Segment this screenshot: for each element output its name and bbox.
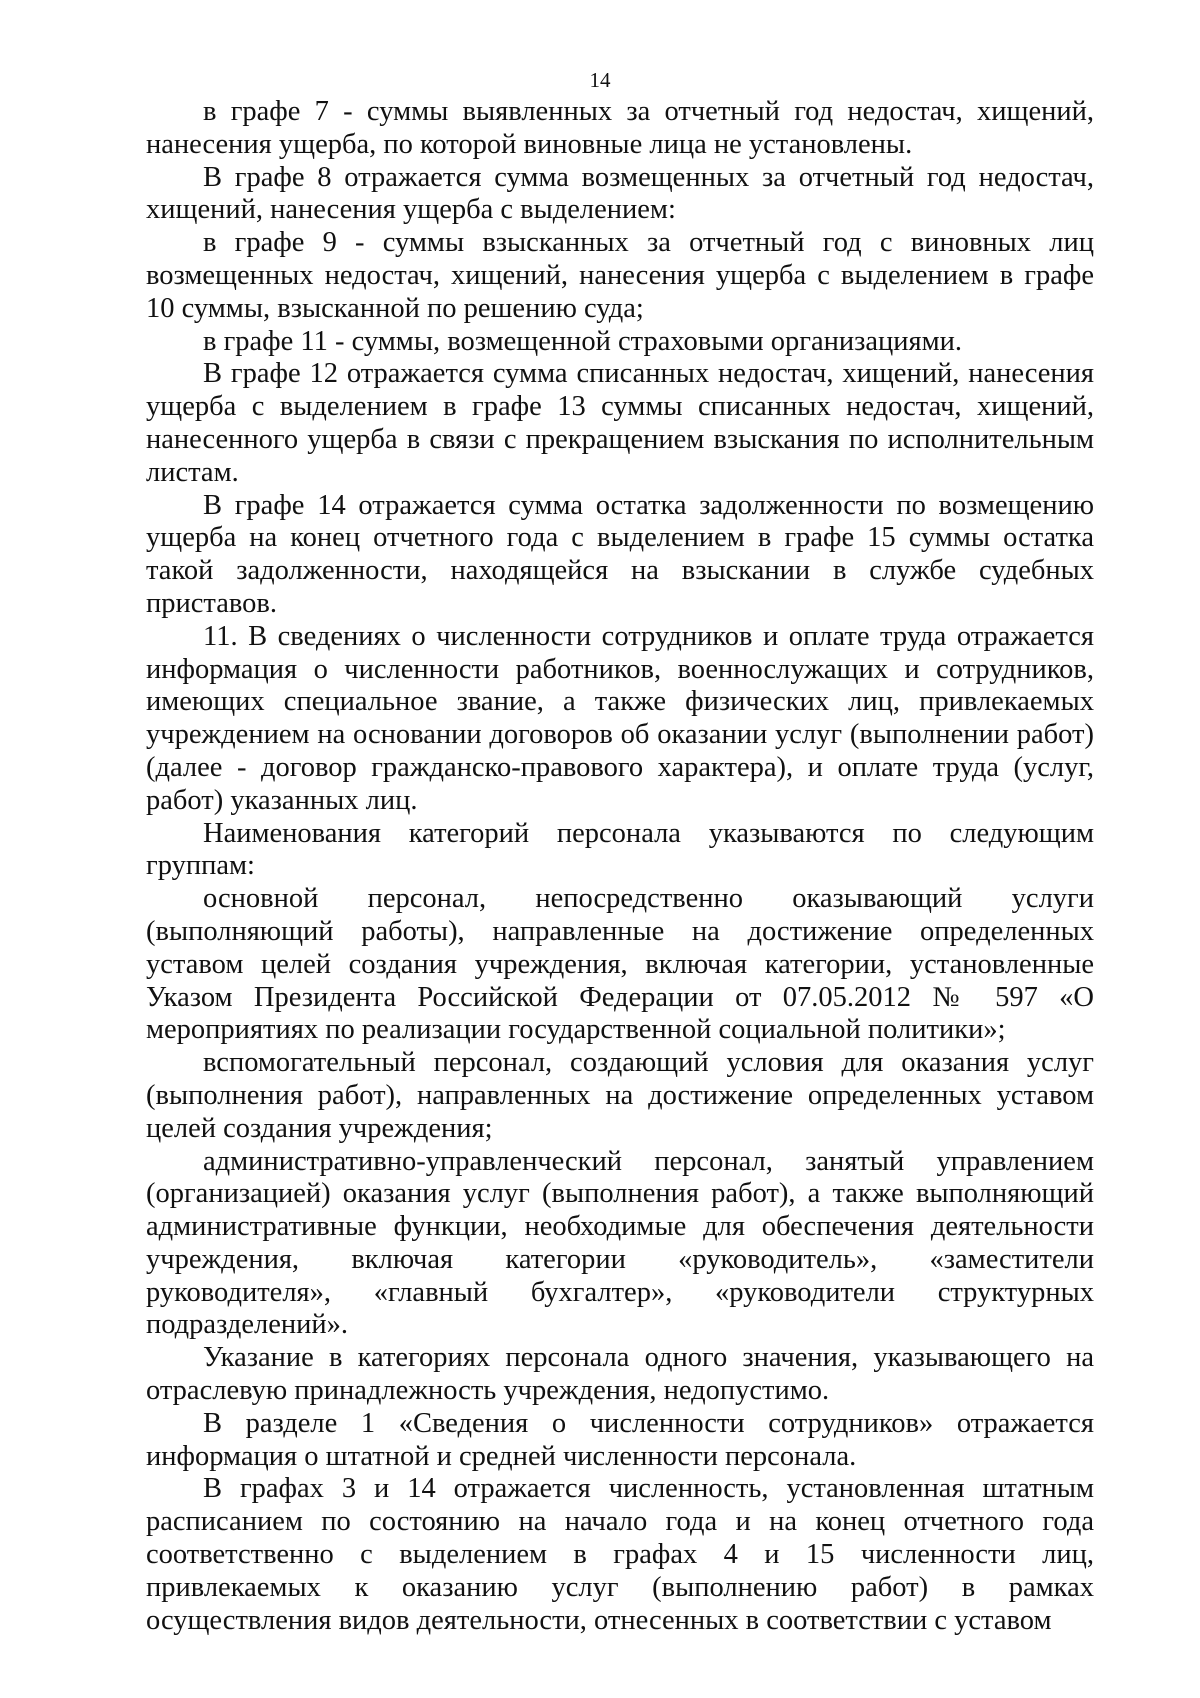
page-number: 14 [589,68,611,92]
paragraph: в графе 11 - суммы, возмещенной страховыми организациями. [203,325,963,357]
paragraph: Указание в категориях персонала одного значения, указывающего на отраслевую принадлежность учреждения, недопустимо. [146,1342,1094,1407]
paragraph: Наименования категорий персонала указываются по следующим группам: [146,817,1094,882]
paragraph: В графах 3 и 14 отражается численность, установленная штатным расписанием по состоянию на начало года и на конец отчетного года соответственно с выделением в графах 4 и 15 численности лиц, привлекаемых к оказанию услуг (выполнению работ) в рамках осуществления видов деятельности, отнесенных в соответствии с уставом [146,1473,1094,1636]
paragraph: В графе 14 отражается сумма остатка задолженности по возмещению ущерба на конец отчетного года с выделением в графе 15 суммы остатка такой задолженности, находящейся на взыскании в службе судебных приставов. [146,489,1094,619]
paragraph: В разделе 1 «Сведения о численности сотрудников» отражается информация о штатной и средней численности персонала. [146,1407,1094,1472]
paragraph: 11. В сведениях о численности сотрудников и оплате труда отражается информация о численности работников, военнослужащих и сотрудников, имеющих специальное звание, а также физических лиц, привлекаемых учреждением на основании договоров об оказании услуг (выполнении работ) (далее - договор гражданско-правового характера), и оплате труда (услуг, работ) указанных лиц. [146,620,1094,816]
paragraph: вспомогательный персонал, создающий условия для оказания услуг (выполнения работ), направленных на достижение определенных уставом целей создания учреждения; [146,1047,1094,1144]
paragraph: в графе 9 - суммы взысканных за отчетный год с виновных лиц возмещенных недостач, хищений, нанесения ущерба с выделением в графе 10 суммы, взысканной по решению суда; [146,227,1094,324]
paragraph: В графе 12 отражается сумма списанных недостач, хищений, нанесения ущерба с выделением в графе 13 суммы списанных недостач, хищений, нанесенного ущерба в связи с прекращением взыскания по исполнительным листам. [146,358,1094,488]
paragraph: административно-управленческий персонал, занятый управлением (организацией) оказания услуг (выполнения работ), а также выполняющий административные функции, необходимые для обеспечения деятельности учреждения, включая категории «руководитель», «заместители руководителя», «главный бухгалтер», «руководители структурных подразделений». [146,1145,1094,1341]
document-body [146,96,1094,1637]
paragraph: в графе 7 - суммы выявленных за отчетный год недостач, хищений, нанесения ущерба, по которой виновные лица не установлены. [146,96,1094,160]
paragraph: основной персонал, непосредственно оказывающий услуги (выполняющий работы), направленные на достижение определенных уставом целей создания учреждения, включая категории, установленные Указом Президента Российской Федерации от 07.05.2012 № 597 «О мероприятиях по реализации государственной социальной политики»; [146,883,1094,1046]
paragraph: В графе 8 отражается сумма возмещенных за отчетный год недостач, хищений, нанесения ущерба с выделением: [146,161,1094,226]
